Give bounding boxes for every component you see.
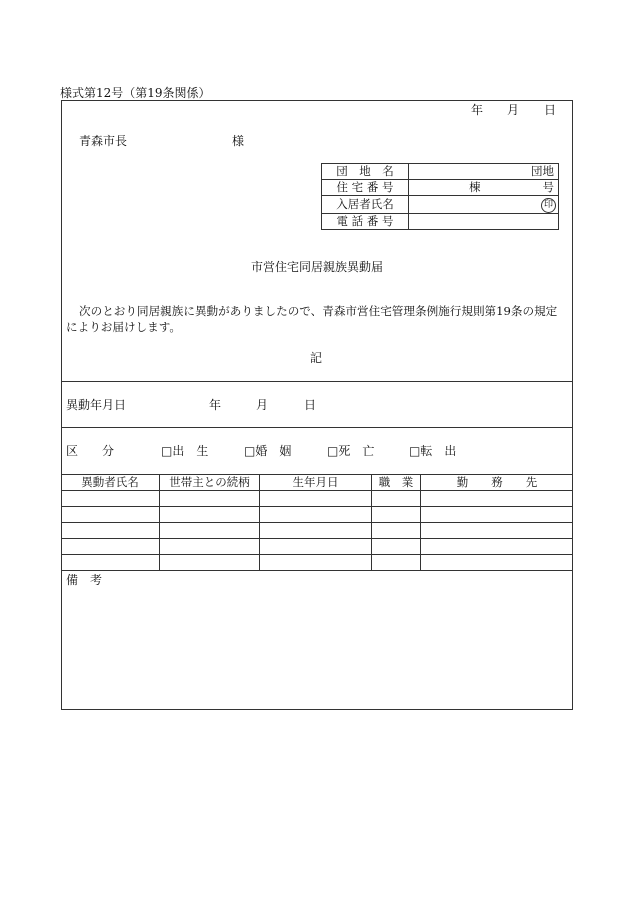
cell-workplace[interactable] — [421, 491, 574, 507]
checkbox-marriage[interactable]: □婚 姻 — [244, 444, 292, 458]
applicant-row-housing-number — [322, 180, 559, 196]
header-occupation: 職 業 — [372, 475, 421, 491]
cell-occupation[interactable] — [372, 555, 421, 571]
cell-relationship[interactable] — [160, 555, 260, 571]
cell-occupation[interactable] — [372, 507, 421, 523]
body-text-line2: によりお届けします。 — [66, 320, 182, 334]
date-day: 日 — [544, 103, 557, 117]
form-title: 市営住宅同居親族異動届 — [251, 260, 384, 274]
remarks-label: 備 考 — [66, 573, 103, 587]
divider-middle — [61, 427, 572, 428]
cell-occupation[interactable] — [372, 539, 421, 555]
cell-name[interactable] — [61, 507, 160, 523]
building-suffix: 棟 — [469, 180, 481, 194]
housing-number-field[interactable] — [409, 180, 559, 196]
addressee-honorific: 様 — [232, 134, 245, 148]
table-row — [61, 491, 573, 507]
ki-mark: 記 — [310, 351, 323, 365]
cell-birthdate[interactable] — [260, 523, 372, 539]
cell-workplace[interactable] — [421, 507, 574, 523]
checkbox-death[interactable]: □死 亡 — [327, 444, 375, 458]
form-number: 様式第12号（第19条関係） — [60, 86, 211, 100]
label-resident-name: 入居者氏名 — [322, 196, 409, 214]
cell-relationship[interactable] — [160, 491, 260, 507]
header-workplace: 勤 務 先 — [421, 475, 574, 491]
housing-complex-suffix: 団地 — [531, 164, 554, 178]
housing-complex-field[interactable] — [409, 164, 559, 180]
cell-name[interactable] — [61, 539, 160, 555]
cell-birthdate[interactable] — [260, 539, 372, 555]
divider-top — [61, 381, 572, 382]
checkbox-birth[interactable]: □出 生 — [161, 444, 209, 458]
addressee-name: 青森市長 — [79, 134, 128, 148]
header-relationship: 世帯主との続柄 — [160, 475, 260, 491]
cell-occupation[interactable] — [372, 523, 421, 539]
change-date-label: 異動年月日 — [66, 398, 127, 412]
change-date-year: 年 — [209, 398, 222, 412]
cell-birthdate[interactable] — [260, 555, 372, 571]
cell-name[interactable] — [61, 555, 160, 571]
cell-relationship[interactable] — [160, 539, 260, 555]
applicant-table — [321, 163, 559, 230]
seal-mark: 印 — [541, 198, 556, 213]
members-header-row — [61, 475, 573, 491]
date-year: 年 — [471, 103, 484, 117]
date-month: 月 — [507, 103, 520, 117]
checkbox-move-out[interactable]: □転 出 — [409, 444, 457, 458]
remarks-field[interactable] — [62, 590, 570, 708]
cell-workplace[interactable] — [421, 555, 574, 571]
cell-workplace[interactable] — [421, 539, 574, 555]
change-date-day: 日 — [304, 398, 317, 412]
table-row — [61, 523, 573, 539]
label-housing-complex: 団 地 名 — [322, 164, 409, 180]
header-birthdate: 生年月日 — [260, 475, 372, 491]
cell-name[interactable] — [61, 491, 160, 507]
resident-name-field[interactable] — [409, 196, 559, 214]
category-label-text: 区 分 — [66, 444, 115, 458]
table-row — [61, 555, 573, 571]
phone-field[interactable] — [409, 214, 559, 230]
cell-relationship[interactable] — [160, 523, 260, 539]
table-row — [61, 539, 573, 555]
label-housing-number: 住 宅 番 号 — [322, 180, 409, 196]
cell-relationship[interactable] — [160, 507, 260, 523]
cell-birthdate[interactable] — [260, 491, 372, 507]
body-text-line1: 次のとおり同居親族に異動がありましたので、青森市営住宅管理条例施行規則第19条の規定 — [79, 304, 558, 318]
cell-name[interactable] — [61, 523, 160, 539]
applicant-row-resident-name — [322, 196, 559, 214]
members-table — [61, 474, 573, 571]
change-date-month: 月 — [256, 398, 269, 412]
cell-occupation[interactable] — [372, 491, 421, 507]
label-phone: 電 話 番 号 — [322, 214, 409, 230]
cell-birthdate[interactable] — [260, 507, 372, 523]
cell-workplace[interactable] — [421, 523, 574, 539]
category-label — [66, 445, 126, 457]
applicant-row-housing-complex — [322, 164, 559, 180]
applicant-row-phone — [322, 214, 559, 230]
unit-suffix: 号 — [542, 180, 554, 194]
header-name: 異動者氏名 — [61, 475, 160, 491]
table-row — [61, 507, 573, 523]
